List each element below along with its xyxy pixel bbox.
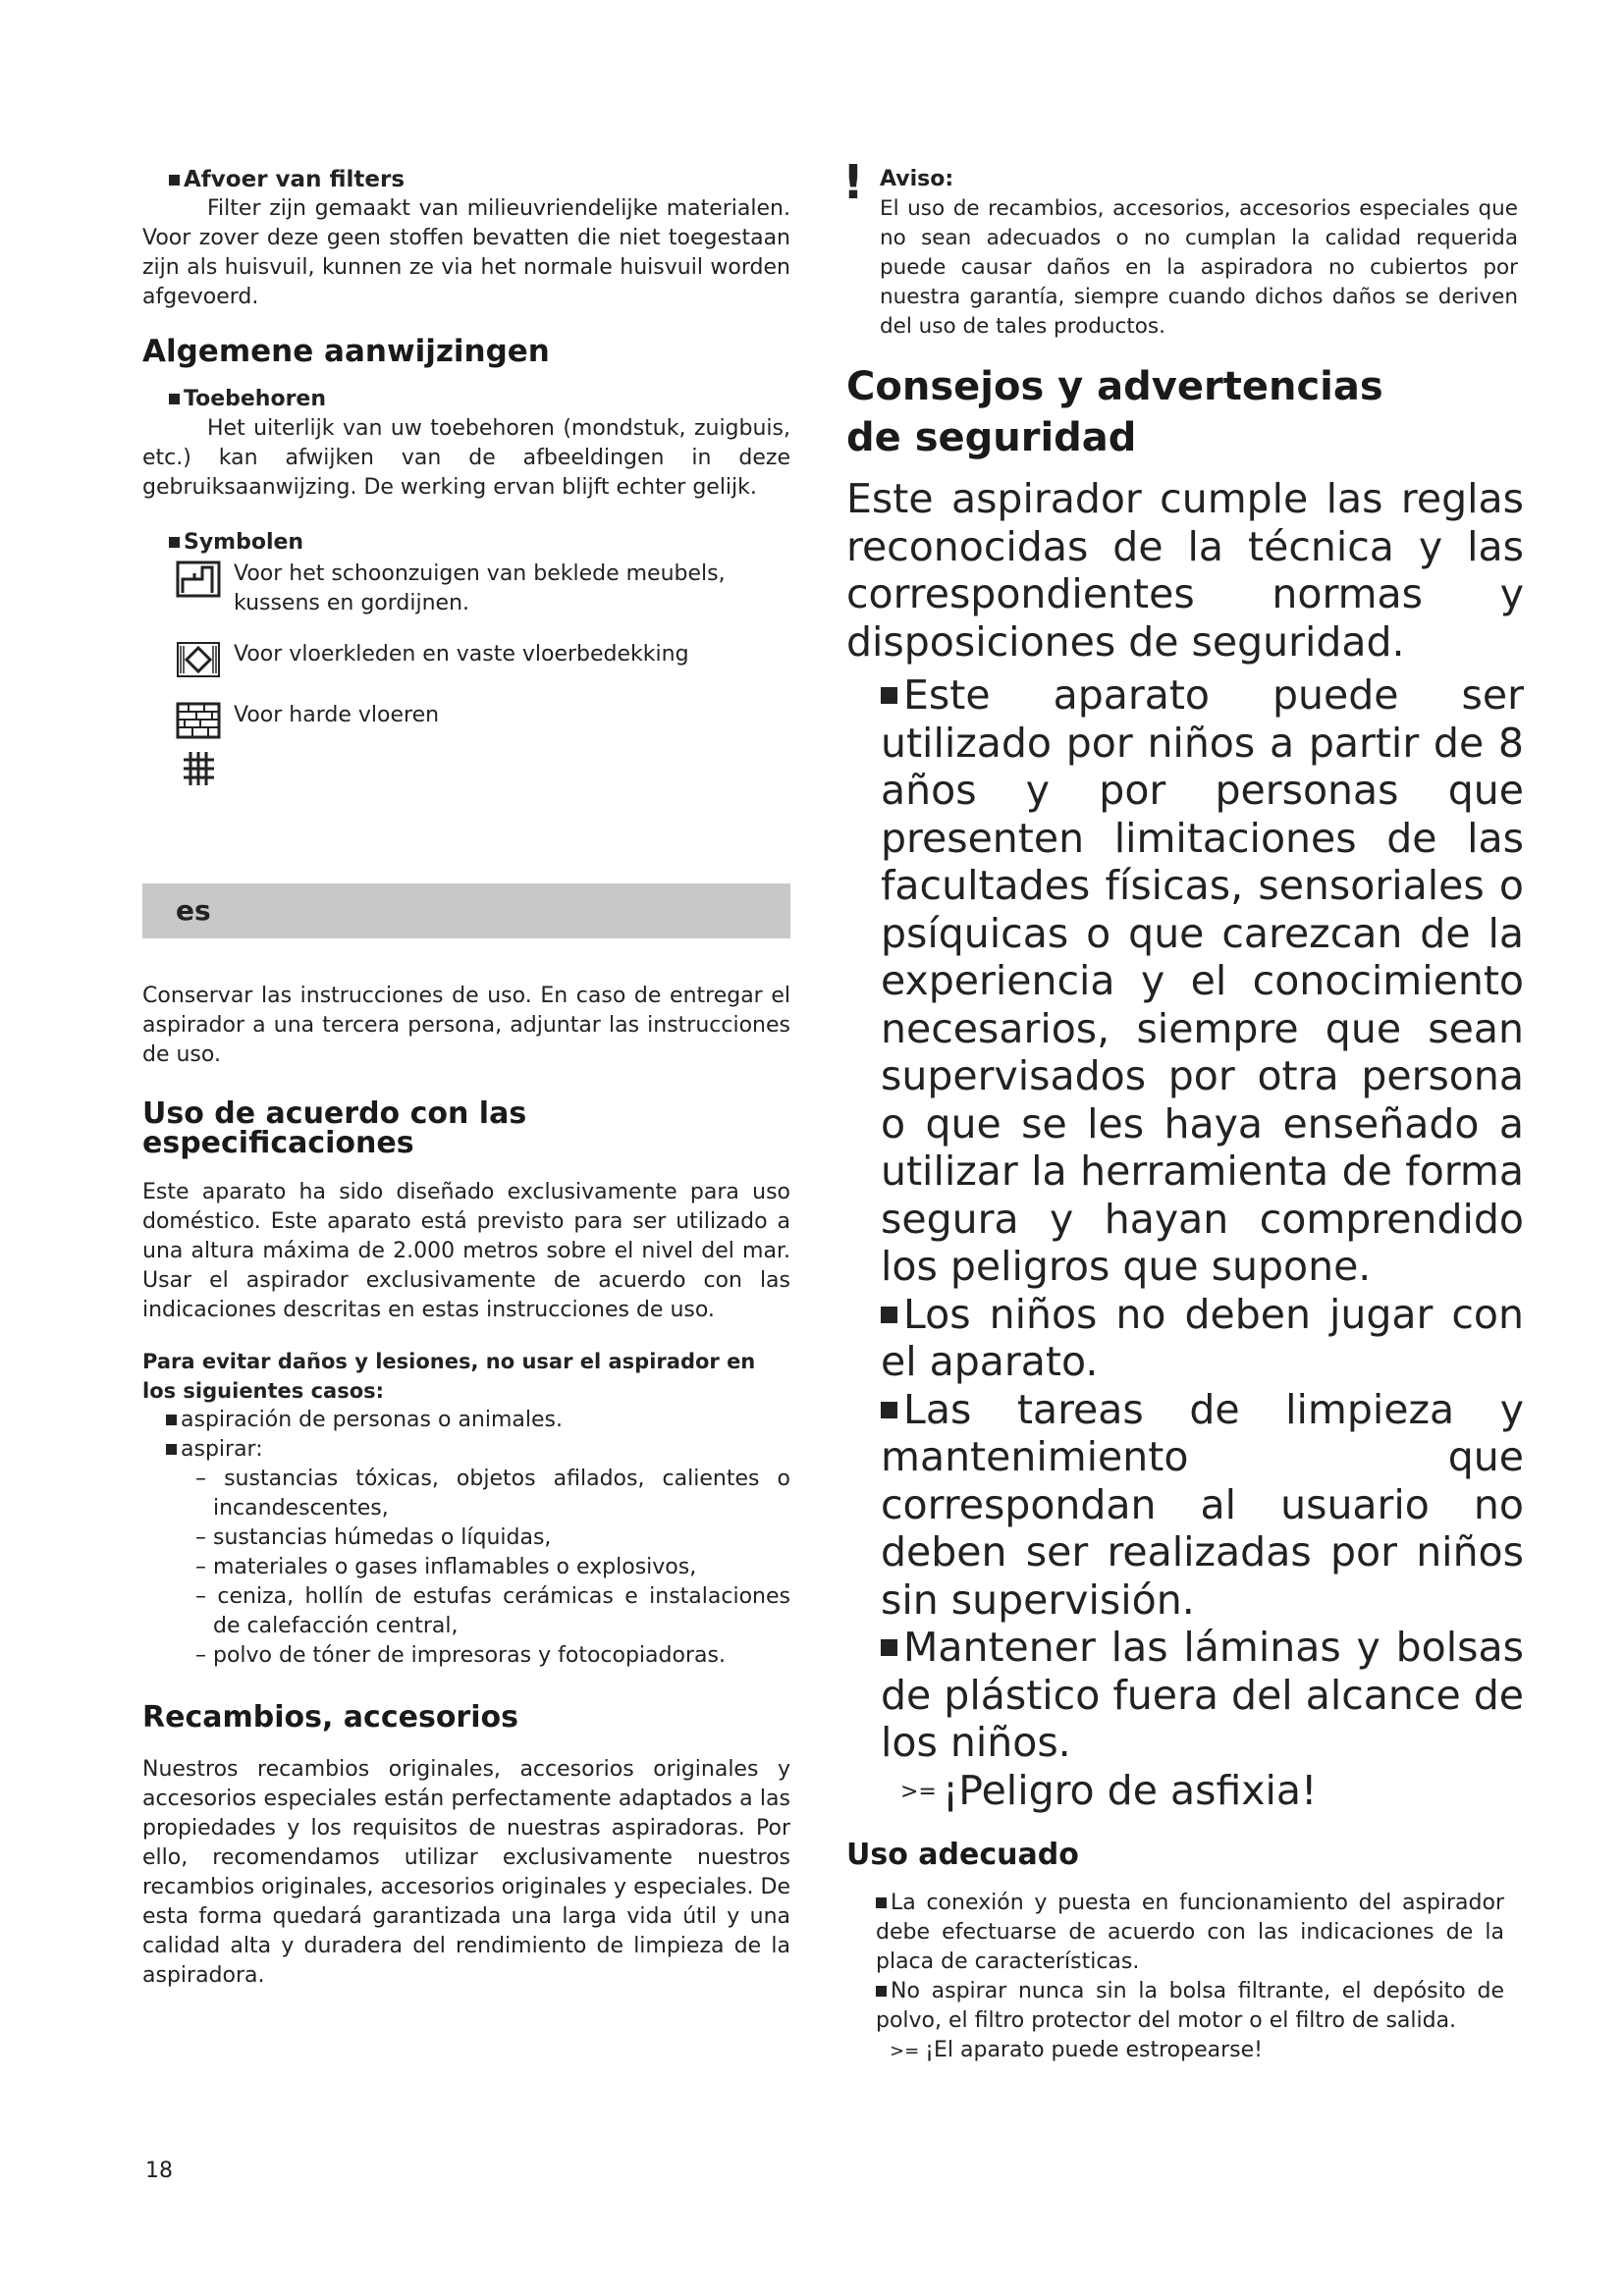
language-section-bar: es (142, 883, 790, 938)
uso-adecuado-item: No aspirar nunca sin la bolsa filtrante, el depósito de polvo, el filtro protector del motor o el filtro de salida. (876, 1979, 1504, 2033)
bullet-square (166, 1444, 177, 1455)
danger-note: >= ¡Peligro de asfixia! (900, 1766, 1318, 1814)
dash-item: – materiales o gases inflamables o explosivos, (195, 1555, 697, 1579)
symbol-text: Voor het schoonzuigen van beklede meubels, kussens en gordijnen. (234, 561, 726, 615)
consejos-heading: Consejos y advertencias de seguridad (846, 364, 1383, 460)
bullet-square (876, 1897, 887, 1908)
upholstery-icon (175, 560, 222, 599)
symbol-text: Voor vloerkleden en vaste vloerbedekking (234, 642, 689, 667)
bullet-square (169, 537, 180, 548)
arrow-icon: >= (900, 1779, 937, 1804)
toebehoren-heading: Toebehoren (142, 385, 790, 414)
right-column (842, 155, 1524, 2066)
uso-bullet: aspirar: (142, 1435, 790, 1465)
consejos-intro: Este aspirador cumple las reglas reconocidas de la técnica y las correspondientes normas y disposiciones de seguridad. (846, 475, 1524, 666)
page-number: 18 (145, 2159, 173, 2183)
aviso-block (842, 155, 1518, 342)
symbol-text: Voor harde vloeren (234, 703, 440, 727)
afvoer-text: Filter zijn gemaakt van milieuvriendelijke materialen. Voor zover deze geen stoffen bevatten die niet toegestaan zijn als huisvuil, kunnen ze via het normale huisvuil worden afgevoerd. (142, 196, 790, 309)
carpet-icon (175, 640, 222, 679)
aviso-heading: Aviso: (880, 167, 954, 191)
uso-adecuado-list (846, 1889, 1504, 2066)
consejos-item: Este aparato puede ser utilizado por niños a partir de 8 años y por personas que presenten limitaciones de las facultades físicas, sensoriales o psíquicas o que carezcan de la experiencia y el conocimiento necesarios, siempre que sean supervisados por otra persona o que se les haya enseñado a utilizar la herramienta de forma segura y hayan comprendido los peligros que supone. (881, 671, 1524, 1290)
consejos-item: Las tareas de limpieza y mantenimiento que correspondan al usuario no deben ser realizadas por niños sin supervisión. (881, 1385, 1524, 1624)
left-column (142, 165, 790, 1991)
dash-list (142, 1465, 790, 1671)
consejos-list (846, 671, 1524, 1816)
symbolen-heading: Symbolen (142, 528, 790, 558)
uso-bullet: aspiración de personas o animales. (142, 1406, 790, 1435)
recambios-text: Nuestros recambios originales, accesorios originales y accesorios especiales están perfectamente adaptados a las propiedades y los requisitos de nuestras aspiradoras. Por ello, recomendamos utilizar exclusivamente nuestros recambios originales, accesorios originales y especiales. De esta forma quedará garantizada una larga vida útil y una calidad alta y duradera del rendimiento de limpieza de la aspiradora. (142, 1757, 790, 1988)
arrow-icon: >= (890, 2041, 920, 2061)
bullet-square (166, 1415, 177, 1425)
bullet-square (881, 687, 897, 704)
bullet-square (169, 175, 180, 186)
afvoer-heading: Afvoer van filters (142, 165, 790, 194)
aviso-text: El uso de recambios, accesorios, accesorios especiales que no sean adecuados o no cumplan la calidad requerida puede causar daños en la aspiradora no cubiertos por nuestra garantía, siempre cuando dichos daños se deriven del uso de tales productos. (880, 196, 1518, 339)
intro-text: Conservar las instrucciones de uso. En caso de entregar el aspirador a una tercera persona, adjuntar las instrucciones de uso. (142, 984, 790, 1067)
symbol-row-carpet (142, 640, 790, 679)
symbol-row-hard-floor (142, 701, 790, 740)
bullet-square (881, 1307, 897, 1323)
consejos-item: Mantener las láminas y bolsas de plástico fuera del alcance de los niños. (881, 1624, 1524, 1766)
uso-adecuado-note: >= ¡El aparato puede estropearse! (890, 2038, 1263, 2062)
uso-text: Este aparato ha sido diseñado exclusivamente para uso doméstico. Este aparato está previsto para ser utilizado a una altura máxima de 2.000 metros sobre el nivel del mar. Usar el aspirador exclusivamente de acuerdo con las indicaciones descritas en estas instrucciones de uso. (142, 1180, 790, 1322)
hard-floor-icon (175, 701, 222, 740)
symbol-row-upholstery (142, 560, 790, 618)
bullet-square (881, 1402, 897, 1418)
dash-item: – sustancias húmedas o líquidas, (195, 1525, 552, 1550)
bullet-square (169, 394, 180, 404)
uso-adecuado-heading: Uso adecuado (846, 1838, 1079, 1872)
uso-heading: Uso de acuerdo con las especificaciones (142, 1096, 527, 1160)
symbol-row-tiles (142, 748, 790, 787)
dash-item: – ceniza, hollín de estufas cerámicas e instalaciones de calefacción central, (195, 1584, 790, 1638)
uso-adecuado-item: La conexión y puesta en funcionamiento del aspirador debe efectuarse de acuerdo con las indicaciones de la placa de características. (876, 1891, 1504, 1974)
consejos-item: Los niños no deben jugar con el aparato. (881, 1290, 1524, 1385)
tile-grid-icon (175, 748, 222, 787)
warning-heading: Para evitar daños y lesiones, no usar el aspirador en los siguientes casos: (142, 1350, 756, 1403)
bullet-square (881, 1639, 897, 1656)
recambios-heading: Recambios, accesorios (142, 1700, 518, 1735)
exclamation-icon: ! (842, 155, 864, 210)
toebehoren-text: Het uiterlijk van uw toebehoren (mondstuk, zuigbuis, etc.) kan afwijken van de afbeeldingen in deze gebruiksaanwijzing. De werking ervan blijft echter gelijk. (142, 416, 790, 500)
algemene-heading: Algemene aanwijzingen (142, 334, 550, 369)
dash-item: – polvo de tóner de impresoras y fotocopiadoras. (195, 1643, 726, 1668)
bullet-square (876, 1986, 887, 1997)
dash-item: – sustancias tóxicas, objetos afilados, calientes o incandescentes, (195, 1467, 790, 1521)
